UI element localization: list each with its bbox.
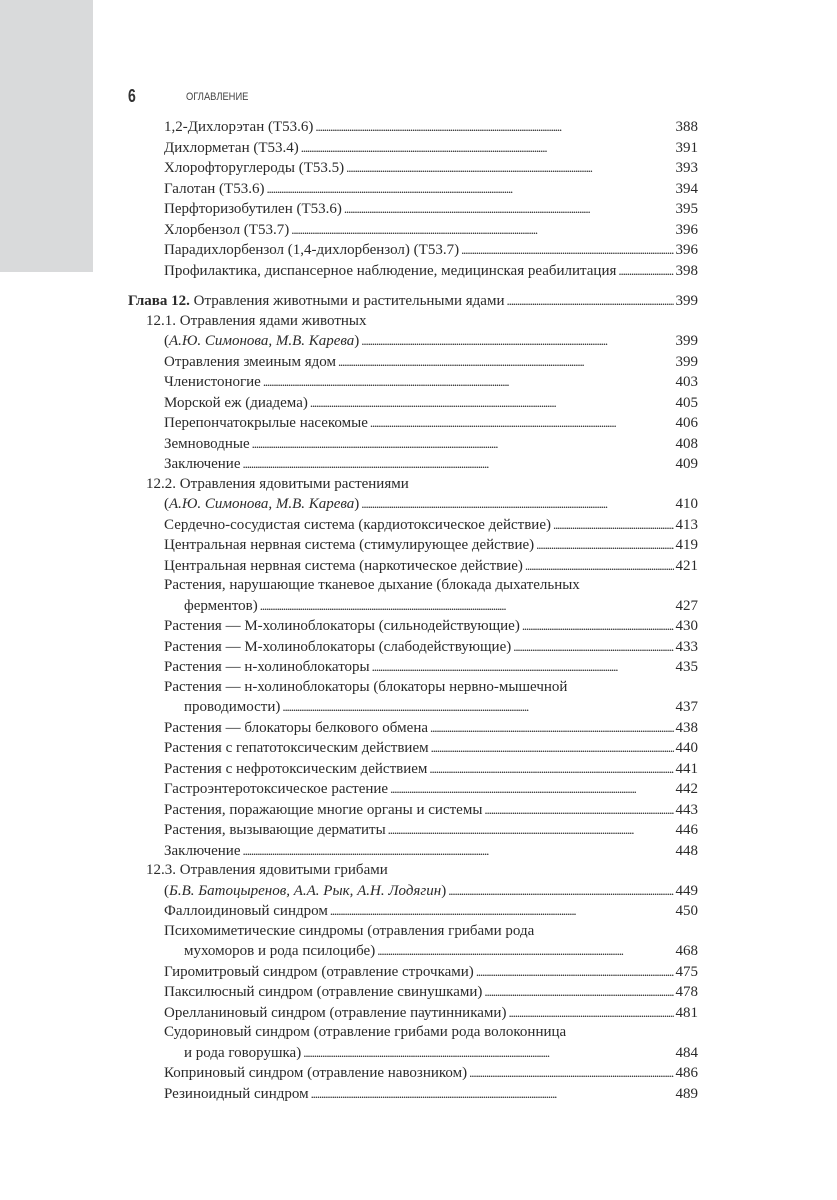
toc-entry[interactable] — [128, 1043, 698, 1064]
entry-title: Орелланиновый синдром (отравление паутинниками) — [164, 1004, 507, 1021]
entry-title: (А.Ю. Симонова, М.В. Карева) — [164, 333, 360, 349]
entry-page: 395 — [675, 201, 698, 217]
table-of-contents — [128, 117, 698, 1104]
leader-dots — [507, 291, 674, 312]
leader-dots — [303, 1043, 673, 1064]
entry-title: Коприновый синдром (отравление навозником) — [164, 1065, 468, 1081]
entry-page: 435 — [675, 659, 698, 675]
page-edge-tab — [0, 0, 93, 272]
leader-dots — [377, 941, 673, 962]
entry-title: (Б.В. Батоцыренов, А.А. Рык, А.Н. Лодягин) — [164, 882, 447, 899]
leader-dots — [484, 982, 673, 1003]
leader-dots — [266, 179, 673, 200]
toc-entry-line — [128, 922, 698, 942]
entry-title: Профилактика, диспансерное наблюдение, медицинская реабилитация — [164, 262, 617, 279]
entry-page: 409 — [675, 456, 698, 472]
entry-title: Растения с нефротоксическим действием — [164, 760, 428, 777]
entry-page: 449 — [675, 882, 698, 899]
toc-entry[interactable] — [128, 1063, 698, 1084]
toc-entry[interactable] — [128, 454, 698, 475]
entry-title: Растения, нарушающие тканевое дыхание (блокада дыхательных — [164, 577, 580, 593]
toc-entry[interactable] — [128, 393, 698, 414]
toc-entry[interactable] — [128, 179, 698, 200]
section-authors-entry[interactable] — [128, 331, 698, 352]
toc-entry-line — [128, 576, 698, 596]
entry-title: Отравления змеиным ядом — [164, 353, 336, 370]
entry-title: Растения — М-холиноблокаторы (сильнодействующие) — [164, 618, 520, 634]
toc-entry[interactable] — [128, 982, 698, 1003]
leader-dots — [448, 881, 673, 902]
leader-dots — [513, 637, 673, 658]
leader-dots — [553, 515, 674, 536]
leader-dots — [344, 199, 674, 220]
toc-entry[interactable] — [128, 820, 698, 841]
entry-title: Галотан (T53.6) — [164, 180, 265, 197]
leader-dots — [525, 556, 674, 577]
toc-entry[interactable] — [128, 138, 698, 159]
toc-entry[interactable] — [128, 800, 698, 821]
toc-entry[interactable] — [128, 759, 698, 780]
toc-entry[interactable] — [128, 261, 698, 282]
leader-dots — [243, 841, 674, 862]
entry-title: Растения — блокаторы белкового обмена — [164, 719, 429, 736]
entry-title: Растения, поражающие многие органы и системы — [164, 801, 483, 818]
leader-dots — [618, 261, 673, 282]
leader-dots — [522, 616, 674, 637]
entry-page: 446 — [675, 822, 698, 838]
entry-title: 12.1. Отравления ядами животных — [146, 312, 367, 329]
entry-page: 440 — [675, 740, 698, 756]
toc-entry[interactable] — [128, 697, 698, 718]
entry-title: Заключение — [164, 456, 241, 472]
running-title: ОГЛАВЛЕНИЕ — [186, 91, 249, 103]
leader-dots — [461, 240, 673, 261]
entry-title: Хлорбензол (T53.7) — [164, 221, 290, 238]
toc-entry[interactable] — [128, 535, 698, 556]
entry-title: Растения — М-холиноблокаторы (слабодействующие) — [164, 638, 512, 655]
leader-dots — [338, 352, 674, 373]
entry-title: 12.3. Отравления ядовитыми грибами — [146, 862, 388, 878]
entry-title: 12.2. Отравления ядовитыми растениями — [146, 475, 409, 492]
entry-title: Членистоногие — [164, 374, 261, 390]
toc-entry[interactable] — [128, 515, 698, 536]
leader-dots — [484, 800, 673, 821]
leader-dots — [430, 718, 673, 739]
entry-title: Перфторизобутилен (T53.6) — [164, 201, 342, 217]
entry-title: Паксилюсный синдром (отравление свинушками) — [164, 984, 483, 1000]
leader-dots — [370, 413, 674, 434]
entry-page: 438 — [675, 719, 698, 736]
entry-page: 427 — [675, 597, 698, 614]
leader-dots — [260, 596, 674, 617]
entry-title: Центральная нервная система (наркотическое действие) — [164, 557, 523, 574]
entry-page: 408 — [675, 435, 698, 452]
toc-entry[interactable] — [128, 962, 698, 983]
entry-page: 410 — [675, 496, 698, 512]
entry-page: 443 — [675, 801, 698, 818]
entry-title: Парадихлорбензол (1,4-дихлорбензол) (T53.7) — [164, 242, 460, 258]
leader-dots — [291, 220, 673, 241]
toc-entry[interactable] — [128, 220, 698, 241]
entry-page: 450 — [675, 903, 698, 919]
entry-title: (А.Ю. Симонова, М.В. Карева) — [164, 496, 360, 512]
section-authors: А.Ю. Симонова, М.В. Карева — [169, 333, 355, 349]
chapter-page: 399 — [675, 293, 698, 309]
page-number: 6 — [128, 86, 136, 106]
entry-page: 448 — [675, 842, 698, 859]
section-authors: Б.В. Батоцыренов, А.А. Рык, А.Н. Лодягин — [169, 882, 442, 899]
section-authors-entry[interactable] — [128, 881, 698, 902]
toc-entry[interactable] — [128, 738, 698, 759]
toc-entry[interactable] — [128, 718, 698, 739]
leader-dots — [431, 738, 674, 759]
entry-page: 433 — [675, 638, 698, 655]
entry-title: Психомиметические синдромы (отравления грибами рода — [164, 922, 535, 939]
entry-page: 419 — [675, 537, 698, 553]
section-title — [128, 475, 698, 495]
entry-title: Растения с гепатотоксическим действием — [164, 740, 429, 756]
entry-page: 486 — [675, 1065, 698, 1081]
toc-entry[interactable] — [128, 779, 698, 800]
entry-title: Резиноидный синдром — [164, 1085, 309, 1102]
toc-entry-line — [128, 678, 698, 698]
entry-page: 393 — [675, 160, 698, 176]
entry-title: проводимости) — [184, 699, 281, 715]
entry-title: ферментов) — [184, 597, 258, 614]
entry-page: 403 — [675, 374, 698, 390]
entry-page: 442 — [675, 781, 698, 797]
leader-dots — [388, 820, 674, 841]
entry-page: 437 — [675, 699, 698, 715]
leader-dots — [372, 657, 674, 678]
leader-dots — [361, 331, 673, 352]
entry-title: Гастроэнтеротоксическое растение — [164, 781, 389, 797]
leader-dots — [310, 393, 674, 414]
toc-entry[interactable] — [128, 352, 698, 373]
toc-entry[interactable] — [128, 434, 698, 455]
entry-title: Гиромитровый синдром (отравление строчками) — [164, 963, 474, 980]
leader-dots — [508, 1003, 673, 1024]
entry-title: Фаллоидиновый синдром — [164, 903, 328, 919]
entry-page: 396 — [675, 221, 698, 238]
entry-page: 481 — [675, 1004, 698, 1021]
toc-entry[interactable] — [128, 616, 698, 637]
entry-page: 406 — [675, 415, 698, 431]
toc-entry[interactable] — [128, 1003, 698, 1024]
leader-dots — [311, 1084, 674, 1105]
entry-page: 398 — [675, 262, 698, 279]
entry-title: и рода говорушка) — [184, 1044, 302, 1061]
entry-page: 394 — [675, 180, 698, 197]
leader-dots — [252, 434, 674, 455]
entry-page: 475 — [675, 963, 698, 980]
toc-entry[interactable] — [128, 941, 698, 962]
toc-entry[interactable] — [128, 596, 698, 617]
entry-title: 1,2-Дихлорэтан (T53.6) — [164, 119, 314, 135]
toc-entry[interactable] — [128, 901, 698, 922]
entry-page: 413 — [675, 516, 698, 533]
leader-dots — [390, 779, 673, 800]
chapter-title: Отравления животными и растительными ядами — [193, 293, 505, 309]
section-title — [128, 312, 698, 332]
top-entries — [128, 117, 698, 281]
entry-page: 430 — [675, 618, 698, 634]
leader-dots — [263, 372, 674, 393]
toc-entry[interactable] — [128, 1084, 698, 1105]
leader-dots — [469, 1063, 673, 1084]
leader-dots — [315, 117, 673, 138]
entry-title: Заключение — [164, 842, 241, 859]
entry-title: Земноводные — [164, 435, 250, 452]
entry-page: 484 — [675, 1044, 698, 1061]
toc-entry-line — [128, 1023, 698, 1043]
section-12-2 — [128, 475, 698, 862]
section-12-3 — [128, 861, 698, 1104]
entry-title: мухоморов и рода псилоцибе) — [184, 943, 376, 959]
entry-title: Перепончатокрылые насекомые — [164, 415, 368, 431]
toc-entry[interactable] — [128, 372, 698, 393]
leader-dots — [429, 759, 673, 780]
entry-page: 399 — [675, 353, 698, 370]
entry-page: 468 — [675, 943, 698, 959]
entry-title: Дихлорметан (T53.4) — [164, 139, 299, 156]
entry-page: 441 — [675, 760, 698, 777]
entry-title: Судориновый синдром (отравление грибами рода волоконница — [164, 1024, 567, 1040]
toc-entry[interactable] — [128, 158, 698, 179]
leader-dots — [346, 158, 673, 179]
toc-entry[interactable] — [128, 117, 698, 138]
toc-entry[interactable] — [128, 413, 698, 434]
entry-page: 489 — [675, 1085, 698, 1102]
leader-dots — [243, 454, 674, 475]
leader-dots — [330, 901, 674, 922]
entry-title: Растения — н-холиноблокаторы — [164, 659, 370, 675]
toc-entry[interactable] — [128, 657, 698, 678]
leader-dots — [361, 494, 673, 515]
section-authors: А.Ю. Симонова, М.В. Карева — [169, 496, 355, 512]
section-12-1 — [128, 312, 698, 475]
entry-title: Растения, вызывающие дерматиты — [164, 822, 386, 838]
section-title — [128, 861, 698, 881]
entry-page: 421 — [675, 557, 698, 574]
leader-dots — [476, 962, 674, 983]
entry-page: 399 — [675, 333, 698, 349]
entry-page: 388 — [675, 119, 698, 135]
entry-page: 405 — [675, 394, 698, 411]
toc-chapter-12[interactable] — [128, 291, 698, 312]
toc-entry[interactable] — [128, 556, 698, 577]
toc-entry[interactable] — [128, 240, 698, 261]
entry-page: 478 — [675, 984, 698, 1000]
toc-entry[interactable] — [128, 637, 698, 658]
entry-page: 396 — [675, 242, 698, 258]
leader-dots — [301, 138, 674, 159]
entry-title: Растения — н-холиноблокаторы (блокаторы нервно-мышечной — [164, 678, 568, 695]
entry-title: Сердечно-сосудистая система (кардиотоксическое действие) — [164, 516, 551, 533]
chapter-label: Глава 12. — [128, 293, 190, 309]
section-authors-entry[interactable] — [128, 494, 698, 515]
entry-title: Центральная нервная система (стимулирующее действие) — [164, 537, 535, 553]
toc-entry[interactable] — [128, 199, 698, 220]
toc-entry[interactable] — [128, 841, 698, 862]
leader-dots — [282, 697, 673, 718]
entry-title: Хлорофторуглероды (T53.5) — [164, 160, 345, 176]
leader-dots — [536, 535, 673, 556]
entry-page: 391 — [675, 139, 698, 156]
entry-title: Морской еж (диадема) — [164, 394, 308, 411]
